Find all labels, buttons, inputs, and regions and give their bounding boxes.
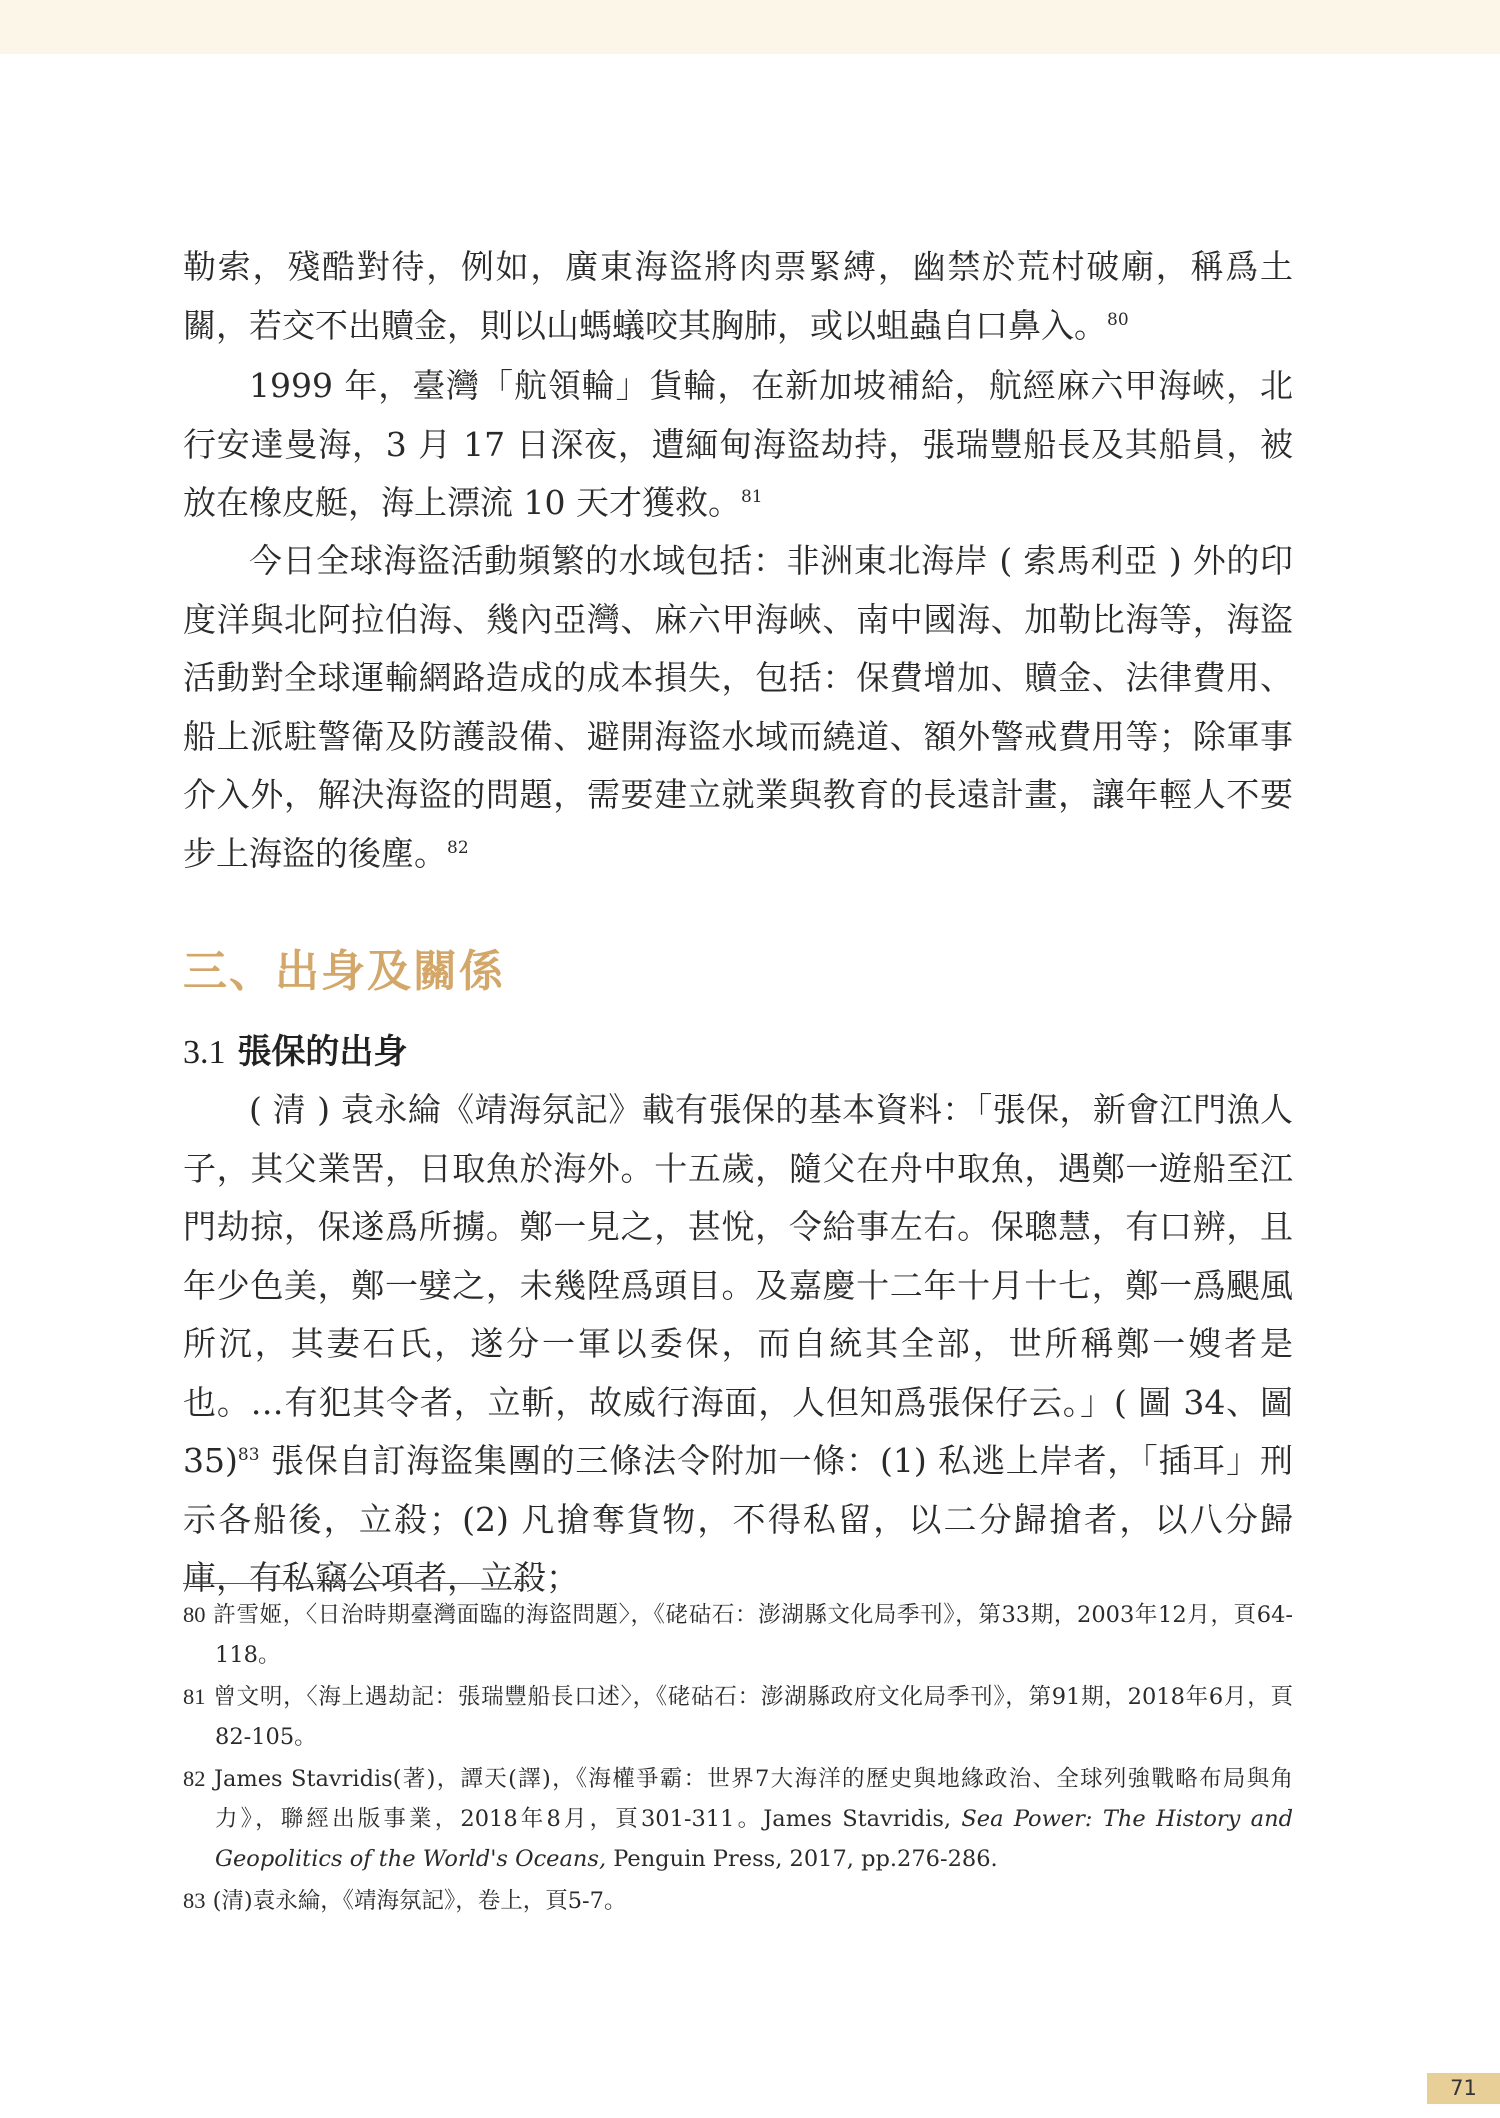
footnote-number: 82 — [183, 1766, 206, 1791]
footnote-text: 曾文明，〈海上遇劫記：張瑞豐船長口述〉，《硓𥑮石：澎湖縣政府文化局季刊》，第91期，2018年6月，頁82-105。 — [213, 1684, 1293, 1750]
footnote-ref-80[interactable]: 80 — [1107, 309, 1129, 330]
footnote-ref-82[interactable]: 82 — [447, 837, 469, 858]
footnote-number: 83 — [183, 1888, 206, 1913]
footnote-82 — [183, 1759, 1293, 1879]
paragraph-text: 勒索，殘酷對待，例如，廣東海盜將肉票緊縛，幽禁於荒村破廟，稱爲土關，若交不出贖金，則以山螞蟻咬其胸肺，或以蛆蟲自口鼻入。 — [183, 247, 1293, 345]
section-title — [183, 1024, 407, 1081]
paragraph-text-continued: 張保自訂海盜集團的三條法令附加一條：(1) 私逃上岸者，「插耳」刑示各船後，立殺；(2) 凡搶奪貨物，不得私留，以二分歸搶者，以八分歸庫，有私竊公項者，立殺； — [183, 1441, 1293, 1597]
footnote-book-title: Sea Power: The History and Geopolitics of the World's Oceans, — [215, 1806, 1293, 1872]
body-paragraph-3 — [183, 532, 1293, 883]
top-header-band — [0, 0, 1500, 54]
body-paragraph-2 — [183, 357, 1293, 533]
footnote-number: 80 — [183, 1602, 206, 1627]
body-paragraph-1 — [183, 238, 1293, 355]
footnote-ref-81[interactable]: 81 — [740, 487, 763, 507]
paragraph-text: 1999 年，臺灣「航領輪」貨輪，在新加坡補給，航經麻六甲海峽，北行安達曼海，3 月 17 日深夜，遭緬甸海盜劫持，張瑞豐船長及其船員，被放在橡皮艇，海上漂流 10 天才獲救。 — [183, 366, 1293, 522]
footnote-text: 許雪姬，〈日治時期臺灣面臨的海盜問題〉，《硓𥑮石：澎湖縣文化局季刊》，第33期，2003年12月，頁64-118。 — [213, 1602, 1293, 1668]
body-paragraph-4 — [183, 1081, 1293, 1608]
footnote-81 — [183, 1677, 1293, 1757]
footnotes — [183, 1595, 1293, 1923]
footnote-text-end: Penguin Press, 2017, pp.276-286. — [606, 1846, 998, 1872]
chapter-title: 三、出身及關係 — [183, 946, 505, 997]
section-number: 3.1 — [183, 1034, 226, 1071]
paragraph-text: 今日全球海盜活動頻繁的水域包括：非洲東北海岸 ( 索馬利亞 ) 外的印度洋與北阿拉伯海、幾內亞灣、麻六甲海峽、南中國海、加勒比海等，海盜活動對全球運輸網路造成的成本損失，包括：保費增加、贖金、法律費用、船上派駐警衛及防護設備、避開海盜水域而繞道、額外警戒費用等；除軍事介入外，解決海盜的問題，需要建立就業與教育的長遠計畫，讓年輕人不要步上海盜的後塵。 — [183, 541, 1293, 873]
footnote-number: 81 — [183, 1684, 206, 1709]
footnote-80 — [183, 1595, 1293, 1675]
footnote-text: (清)袁永綸，《靖海氛記》，卷上，頁5-7。 — [212, 1888, 627, 1914]
footnote-83 — [183, 1881, 1293, 1921]
page-number: 71 — [1427, 2073, 1500, 2104]
section-heading-text: 張保的出身 — [237, 1032, 408, 1072]
footnote-ref-83[interactable]: 83 — [237, 1445, 260, 1465]
paragraph-text: ( 清 ) 袁永綸《靖海氛記》載有張保的基本資料：「張保，新會江門漁人子，其父業罟，日取魚於海外。十五歲，隨父在舟中取魚，遇鄭一遊船至江門劫掠，保遂爲所擄。鄭一見之，甚悅，令給事左右。保聰慧，有口辨，且年少色美，鄭一嬖之，未幾陞爲頭目。及嘉慶十二年十月十七，鄭一爲颶風所沉，其妻石氏，遂分一軍以委保，而自統其全部，世所稱鄭一嫂者是也。…有犯其令者，立斬，故威行海面，人但知爲張保仔云。」( 圖 34、圖 35) — [183, 1090, 1293, 1480]
footnote-divider — [183, 1583, 528, 1584]
footnote-text: James Stavridis(著)，譚天(譯)，《海權爭霸：世界7大海洋的歷史與地緣政治、全球列強戰略布局與角力》，聯經出版事業，2018年8月，頁301-311。James Stavridis, — [213, 1766, 1293, 1832]
